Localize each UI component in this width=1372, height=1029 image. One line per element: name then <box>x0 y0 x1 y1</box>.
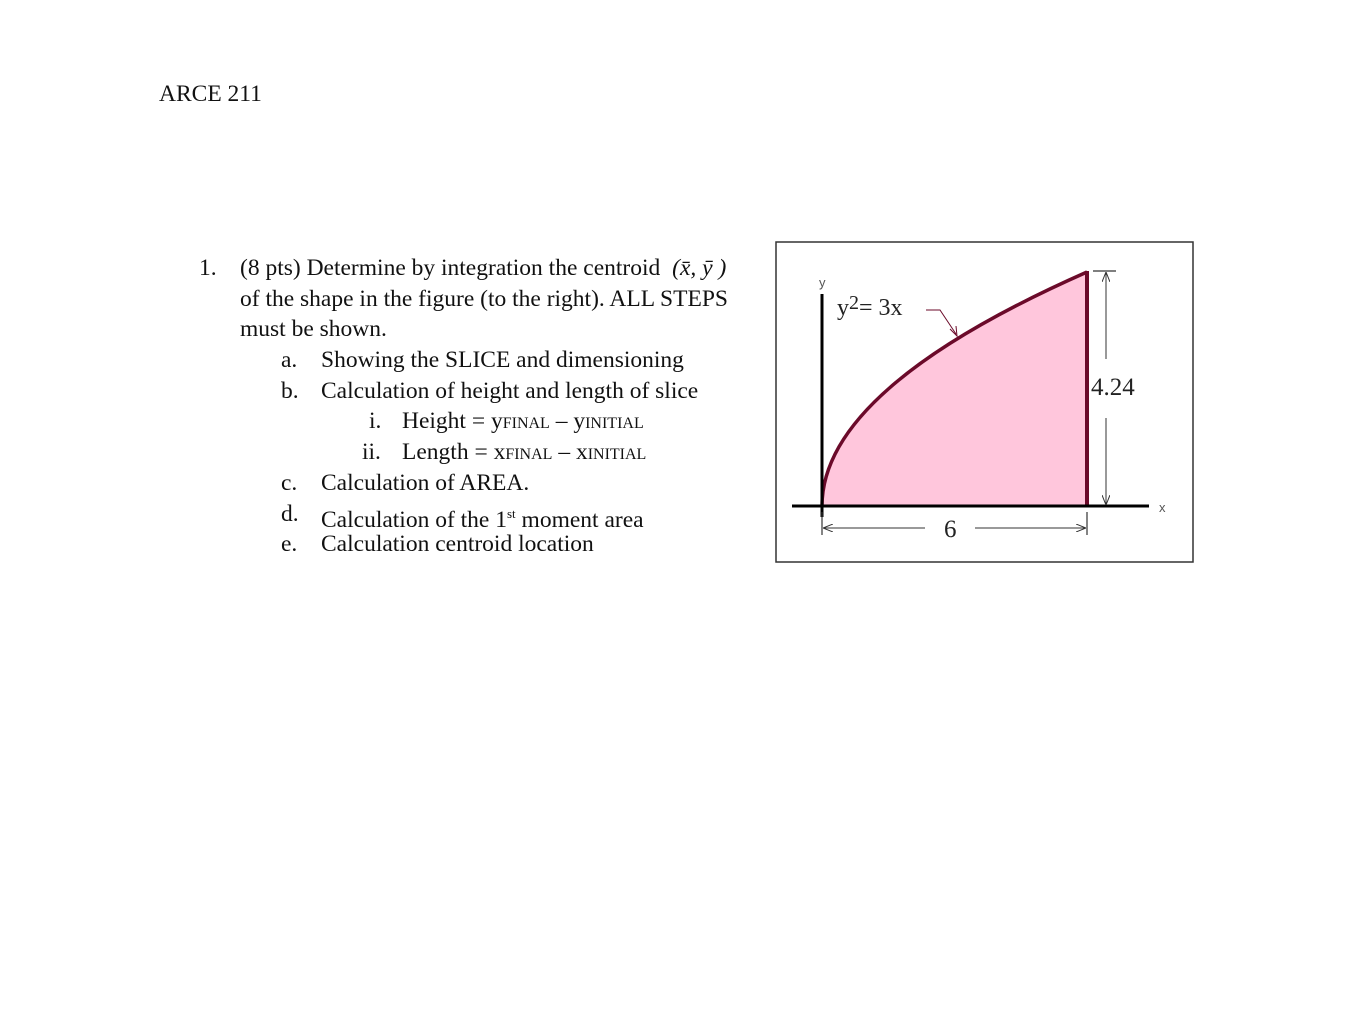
subitem-i-marker: i. <box>369 408 382 434</box>
sub: FINAL <box>505 446 553 463</box>
x-axis-label: x <box>1159 500 1166 515</box>
item-e: Calculation centroid location <box>321 531 594 557</box>
subitem-ii <box>402 437 646 470</box>
centroid-symbol: (x̄, ȳ ) <box>672 255 727 281</box>
var: x <box>575 439 588 465</box>
height-dimension: 4.24 <box>1091 374 1135 401</box>
problem-line-1 <box>240 253 726 283</box>
sub: INITIAL <box>587 446 647 463</box>
width-dimension: 6 <box>944 516 957 543</box>
item-a: Showing the SLICE and dimensioning <box>321 347 684 373</box>
subitem-ii-marker: ii. <box>362 439 381 465</box>
var: y <box>573 408 586 434</box>
curve-equation: $y^2= 3x$ <box>837 292 903 321</box>
text: moment area <box>515 506 644 533</box>
sub: INITIAL <box>585 415 644 432</box>
problem-text: (8 pts) Determine by integration the centroid <box>240 255 661 281</box>
minus: – <box>549 408 574 434</box>
y-axis-label: y <box>819 275 826 290</box>
item-a-marker: a. <box>281 347 298 373</box>
minus: – <box>552 439 576 465</box>
length-label: Length = <box>402 439 494 465</box>
item-d-marker: d. <box>281 501 299 527</box>
item-c: Calculation of AREA. <box>321 470 530 496</box>
item-e-marker: e. <box>281 531 298 557</box>
subitem-i <box>402 406 644 439</box>
sub: FINAL <box>502 415 550 432</box>
course-title: ARCE 211 <box>159 81 262 107</box>
var: x <box>493 439 506 465</box>
problem-number: 1. <box>199 255 217 281</box>
problem-line-3: must be shown. <box>240 316 387 342</box>
var: y <box>490 408 503 434</box>
problem-line-2: of the shape in the figure (to the right). ALL STEPS <box>240 286 728 312</box>
height-label: Height = <box>402 408 491 434</box>
superscript: st <box>507 506 516 521</box>
shape-figure <box>775 241 1194 563</box>
item-b: Calculation of height and length of slice <box>321 378 699 404</box>
text: Calculation of the 1 <box>321 506 507 533</box>
item-b-marker: b. <box>281 378 299 404</box>
item-c-marker: c. <box>281 470 298 496</box>
